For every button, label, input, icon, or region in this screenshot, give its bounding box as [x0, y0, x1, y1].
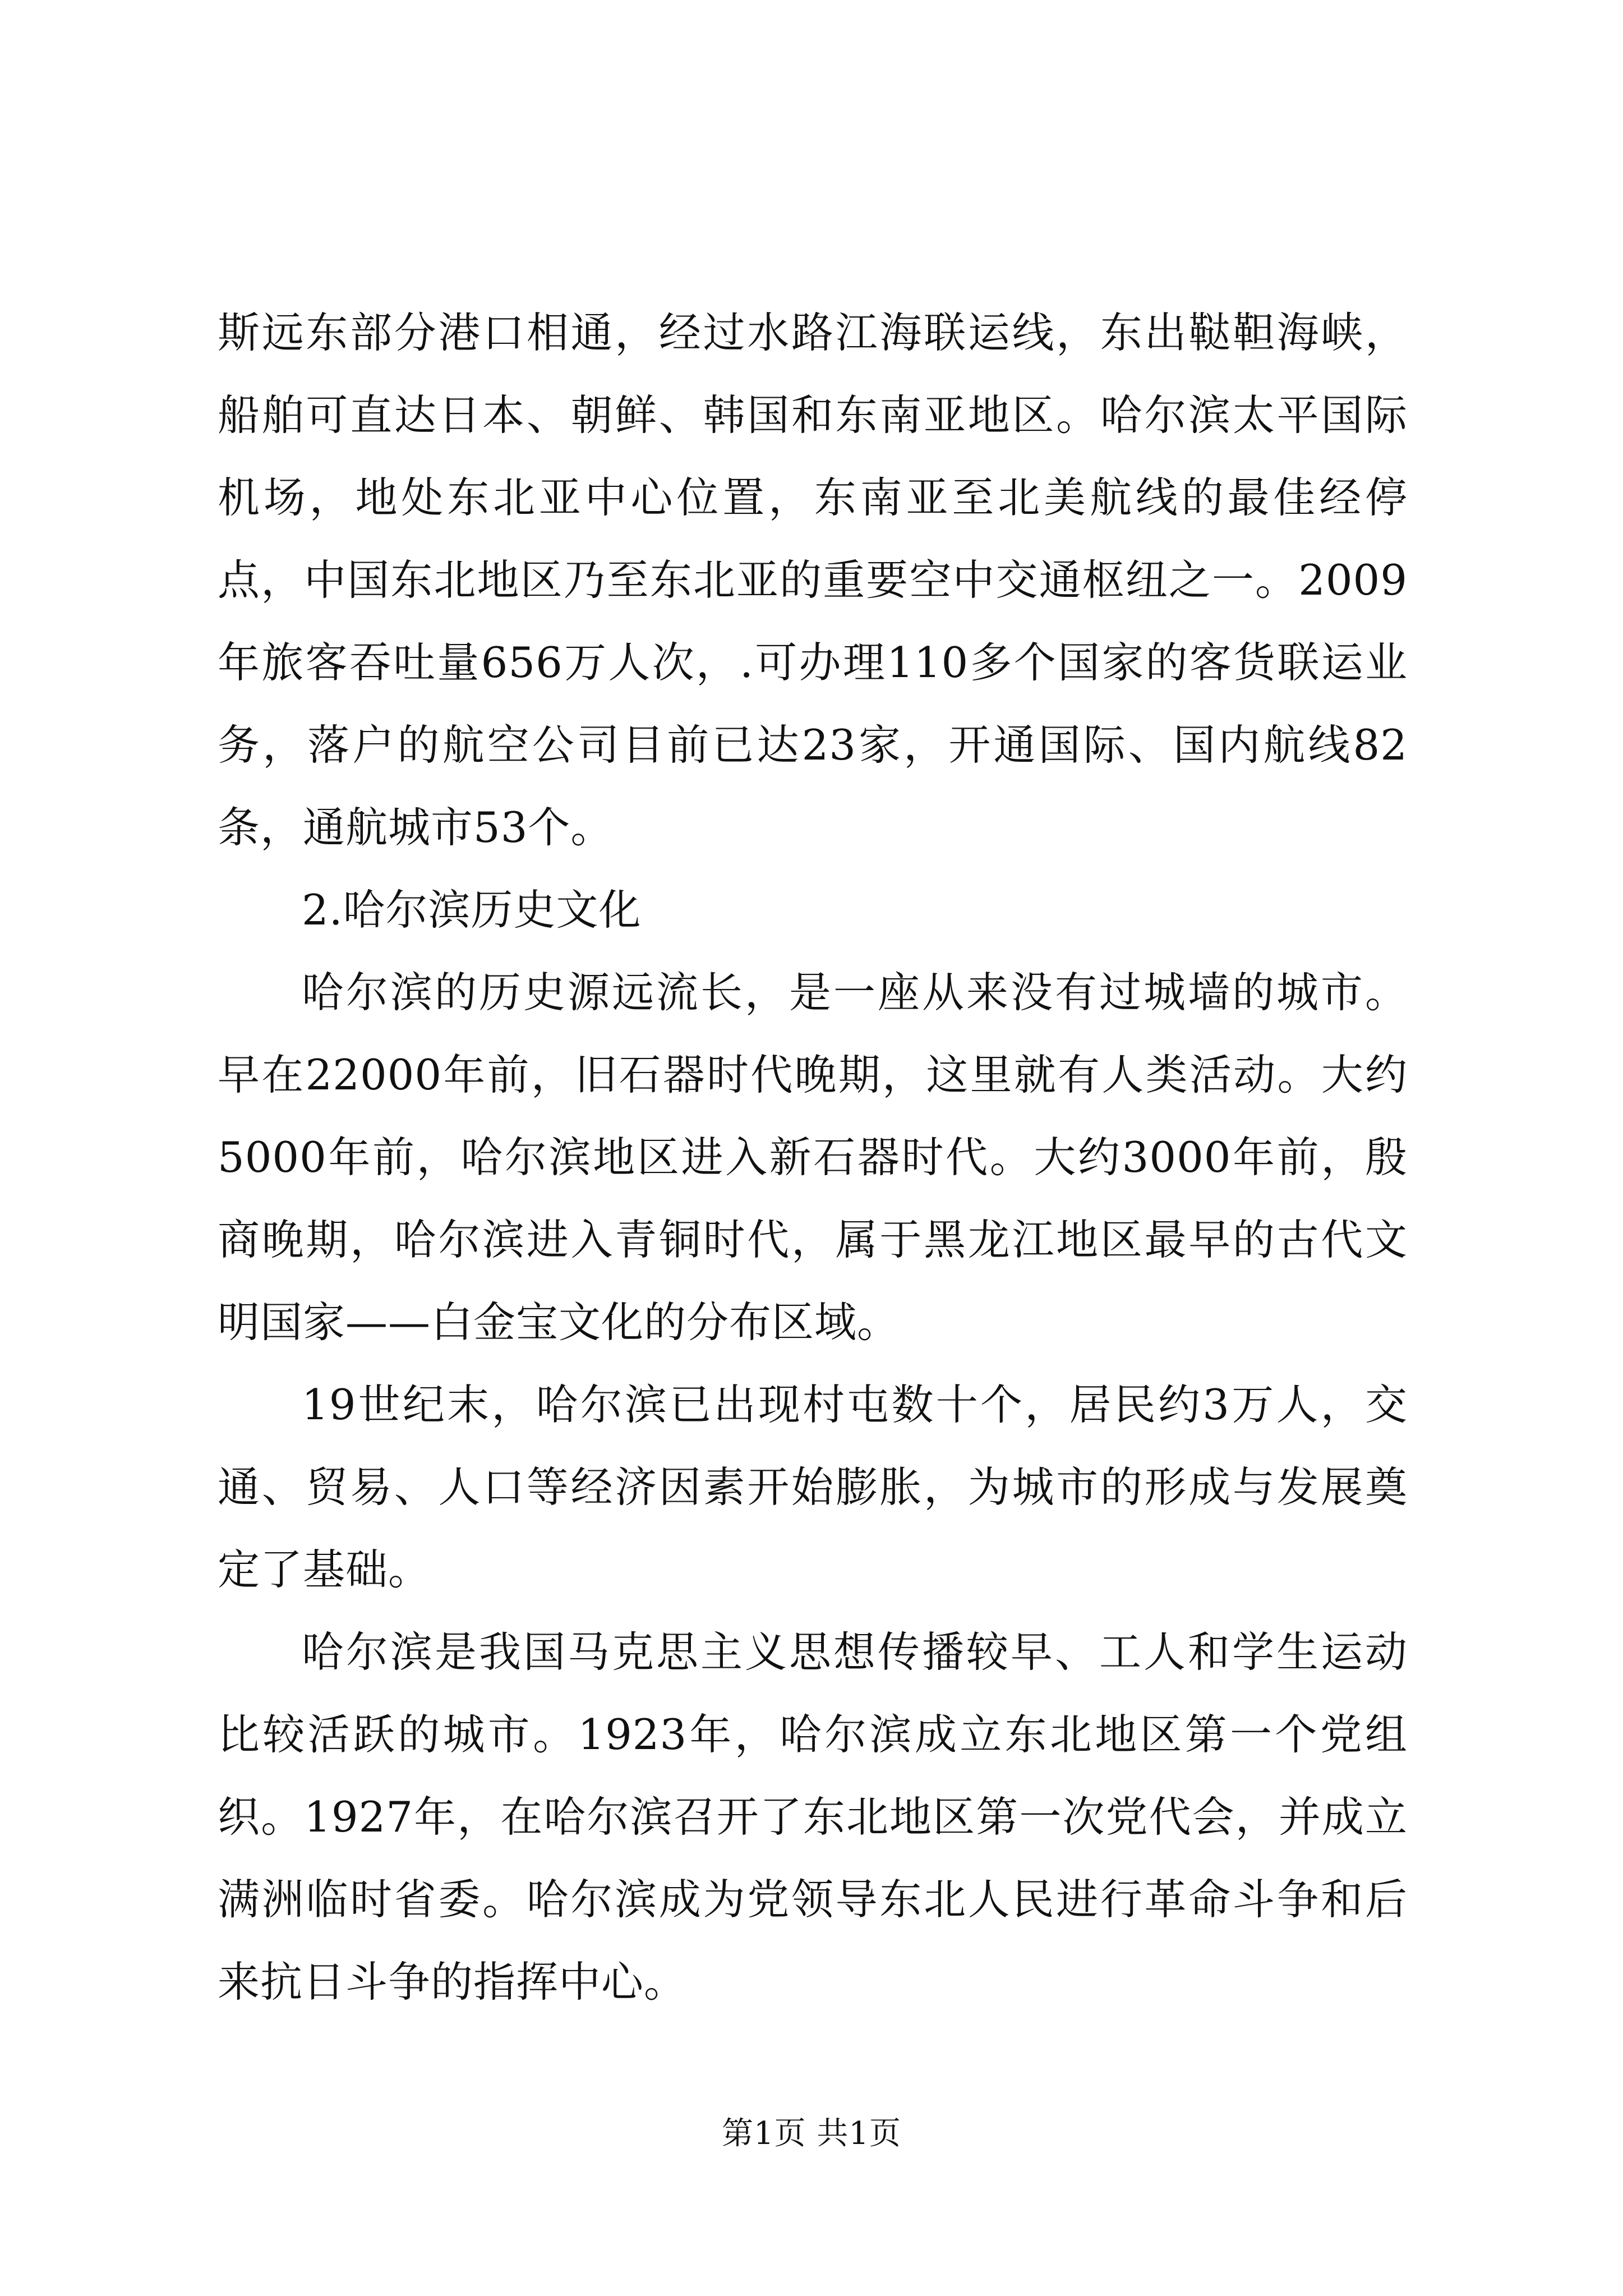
paragraph-revolution: 哈尔滨是我国马克思主义思想传播较早、工人和学生运动比较活跃的城市。1923年，哈尔滨成立东北地区第一个党组织。1927年，在哈尔滨召开了东北地区第一次党代会，并成立满洲临时省委。哈尔滨成为党领导东北人民进行革命斗争和后来抗日斗争的指挥中心。	[218, 1627, 1408, 2007]
paragraph-history: 哈尔滨的历史源远流长，是一座从来没有过城墙的城市。早在22000年前，旧石器时代晚期，这里就有人类活动。大约5000年前，哈尔滨地区进入新石器时代。大约3000年前，殷商晚期，哈尔滨进入青铜时代，属于黑龙江地区最早的古代文明国家——白金宝文化的分布区域。	[218, 968, 1408, 1347]
page-footer: 第1页 共1页	[721, 2115, 902, 2152]
paragraph-continued: 斯远东部分港口相通，经过水路江海联运线，东出鞑靼海峡，船舶可直达日本、朝鲜、韩国和东南亚地区。哈尔滨太平国际机场，地处东北亚中心位置，东南亚至北美航线的最佳经停点，中国东北地区乃至东北亚的重要空中交通枢纽之一。2009年旅客吞吐量656万人次，.可办理110多个国家的客货联运业务，落户的航空公司目前已达23家，开通国际、国内航线82条，通航城市53个。	[218, 308, 1408, 852]
document-body	[218, 292, 1408, 2023]
section-heading: 2.哈尔滨历史文化	[302, 885, 642, 935]
paragraph-19th-century: 19世纪末，哈尔滨已出现村屯数十个，居民约3万人，交通、贸易、人口等经济因素开始膨胀，为城市的形成与发展奠定了基础。	[218, 1380, 1408, 1594]
